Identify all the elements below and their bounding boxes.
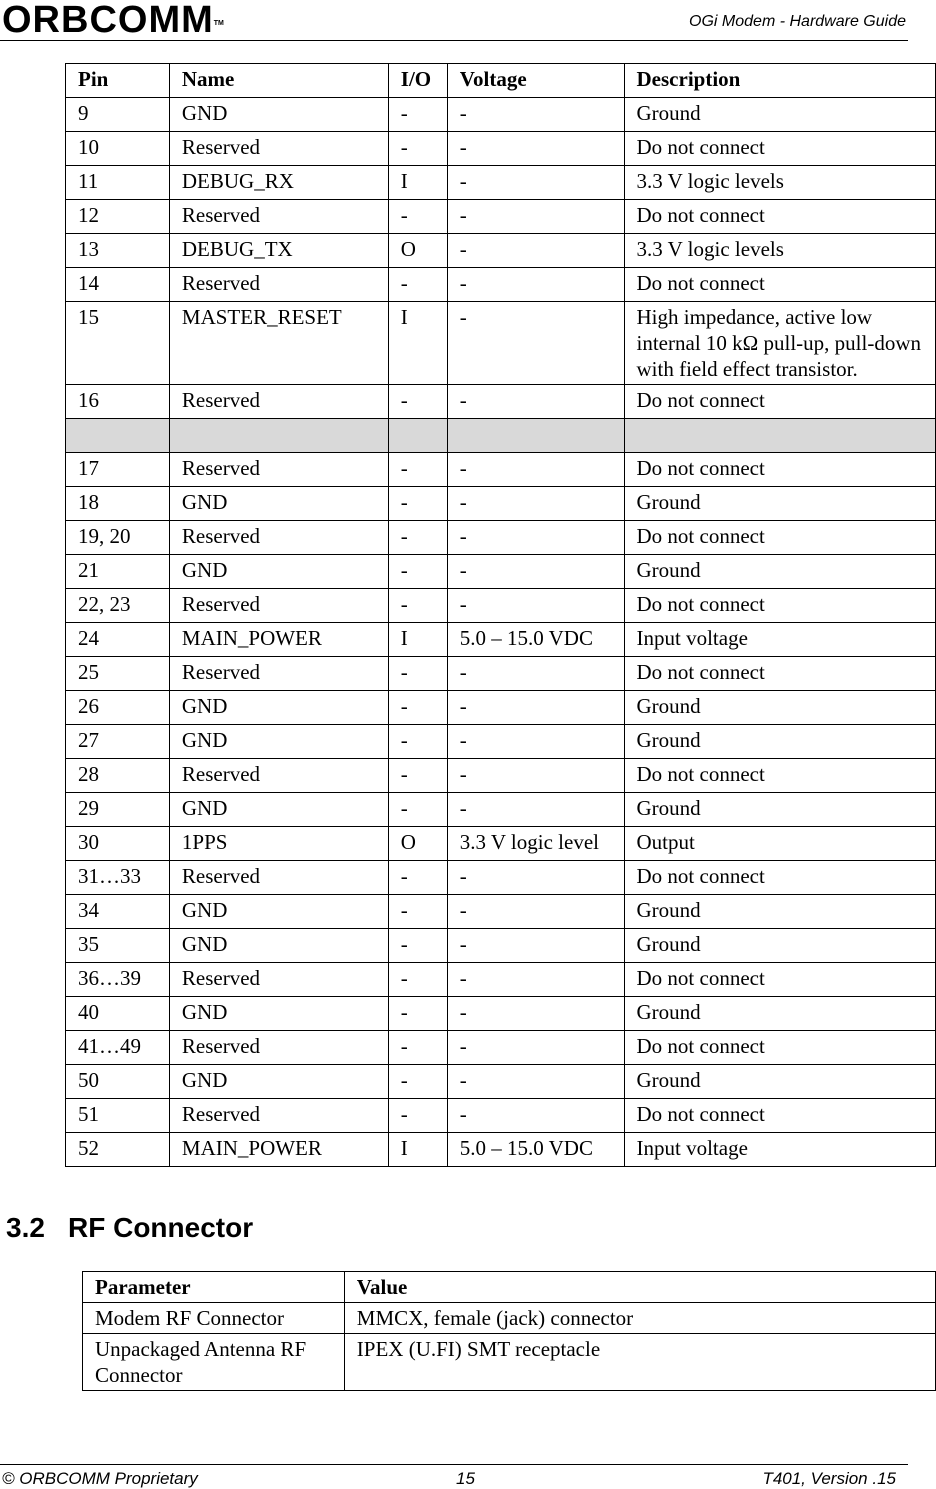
cell-description: Input voltage [624,1133,935,1167]
cell-io: - [388,1065,447,1099]
cell-pin: 26 [66,691,170,725]
cell-name: Reserved [169,1099,388,1133]
spacer-cell [169,419,388,453]
cell-voltage: - [447,963,624,997]
col-header-description: Description [624,64,935,98]
cell-description: Do not connect [624,521,935,555]
cell-name: GND [169,895,388,929]
cell-pin: 16 [66,385,170,419]
cell-description: Do not connect [624,200,935,234]
cell-name: MAIN_POWER [169,1133,388,1167]
table-row [83,1334,936,1391]
pin-table-header [66,64,936,98]
cell-voltage: - [447,1031,624,1065]
cell-pin: 25 [66,657,170,691]
cell-io: - [388,895,447,929]
table-row [66,302,936,385]
cell-parameter: Modem RF Connector [83,1303,345,1334]
cell-voltage: - [447,487,624,521]
cell-io: - [388,963,447,997]
cell-voltage: - [447,929,624,963]
cell-voltage: - [447,1065,624,1099]
cell-name: GND [169,1065,388,1099]
table-row [66,793,936,827]
cell-voltage: - [447,997,624,1031]
table-row [66,725,936,759]
cell-io: - [388,1031,447,1065]
table-row [66,268,936,302]
cell-value: IPEX (U.FI) SMT receptacle [344,1334,935,1391]
table-row [66,1133,936,1167]
page-header [0,0,908,41]
pin-table-body-top [66,98,936,419]
cell-voltage: - [447,521,624,555]
cell-io: I [388,302,447,385]
cell-voltage: - [447,759,624,793]
cell-description: Ground [624,555,935,589]
cell-voltage: - [447,98,624,132]
cell-pin: 31…33 [66,861,170,895]
cell-name: Reserved [169,453,388,487]
cell-name: Reserved [169,200,388,234]
page-footer [0,1464,908,1488]
document-title: OGi Modem - Hardware Guide [689,13,906,30]
cell-name: GND [169,691,388,725]
rf-table-header [83,1272,936,1303]
cell-description: Do not connect [624,268,935,302]
section-heading [6,1212,253,1244]
cell-voltage: - [447,793,624,827]
cell-name: Reserved [169,1031,388,1065]
cell-value: MMCX, female (jack) connector [344,1303,935,1334]
cell-pin: 14 [66,268,170,302]
table-row [66,929,936,963]
table-row [66,623,936,657]
table-row [66,234,936,268]
cell-description: Do not connect [624,1031,935,1065]
cell-io: - [388,759,447,793]
cell-io: - [388,487,447,521]
spacer-row [66,419,936,453]
cell-description: Ground [624,997,935,1031]
table-row [66,166,936,200]
cell-name: GND [169,725,388,759]
table-row [66,487,936,521]
table-row [66,555,936,589]
spacer-cell [624,419,935,453]
cell-io: I [388,623,447,657]
cell-pin: 15 [66,302,170,385]
col-header-value: Value [344,1272,935,1303]
cell-voltage: 5.0 – 15.0 VDC [447,1133,624,1167]
cell-pin: 27 [66,725,170,759]
cell-io: - [388,691,447,725]
cell-io: - [388,521,447,555]
cell-voltage: - [447,132,624,166]
cell-description: Ground [624,929,935,963]
cell-name: Reserved [169,385,388,419]
cell-pin: 50 [66,1065,170,1099]
cell-name: Reserved [169,521,388,555]
cell-voltage: - [447,589,624,623]
cell-name: GND [169,555,388,589]
cell-name: 1PPS [169,827,388,861]
table-row [66,200,936,234]
table-row [66,132,936,166]
cell-io: - [388,1099,447,1133]
cell-description: Do not connect [624,759,935,793]
cell-voltage: - [447,657,624,691]
cell-io: O [388,234,447,268]
table-row [66,1065,936,1099]
table-row [66,657,936,691]
cell-io: - [388,385,447,419]
cell-pin: 41…49 [66,1031,170,1065]
cell-name: GND [169,98,388,132]
orbcomm-logo [2,0,224,40]
cell-pin: 12 [66,200,170,234]
cell-name: Reserved [169,759,388,793]
cell-io: I [388,166,447,200]
table-row [66,1031,936,1065]
cell-voltage: - [447,725,624,759]
footer-version: T401, Version .15 [762,1469,896,1488]
cell-name: MAIN_POWER [169,623,388,657]
cell-io: - [388,861,447,895]
cell-pin: 19, 20 [66,521,170,555]
cell-voltage: 3.3 V logic level [447,827,624,861]
spacer-cell [388,419,447,453]
footer-copyright: © ORBCOMM Proprietary [2,1469,198,1488]
cell-description: Ground [624,1065,935,1099]
cell-pin: 35 [66,929,170,963]
cell-name: GND [169,997,388,1031]
cell-io: - [388,132,447,166]
cell-description: Ground [624,487,935,521]
cell-voltage: - [447,453,624,487]
cell-io: - [388,453,447,487]
cell-voltage: - [447,1099,624,1133]
table-row [66,521,936,555]
col-header-name: Name [169,64,388,98]
cell-io: - [388,589,447,623]
cell-name: DEBUG_RX [169,166,388,200]
col-header-pin: Pin [66,64,170,98]
cell-pin: 30 [66,827,170,861]
cell-description: Do not connect [624,589,935,623]
pin-table-spacer [66,419,936,453]
spacer-cell [447,419,624,453]
cell-voltage: - [447,234,624,268]
cell-io: - [388,997,447,1031]
cell-name: Reserved [169,963,388,997]
cell-pin: 24 [66,623,170,657]
cell-description: Ground [624,793,935,827]
cell-voltage: 5.0 – 15.0 VDC [447,623,624,657]
cell-description: Do not connect [624,1099,935,1133]
cell-description: Do not connect [624,385,935,419]
table-row [66,759,936,793]
pin-table [65,63,936,1167]
footer-page-number: 15 [456,1469,475,1488]
cell-io: I [388,1133,447,1167]
cell-description: 3.3 V logic levels [624,234,935,268]
cell-name: DEBUG_TX [169,234,388,268]
table-row [66,895,936,929]
cell-voltage: - [447,200,624,234]
cell-name: Reserved [169,132,388,166]
table-row [66,997,936,1031]
section-title: RF Connector [68,1212,254,1243]
cell-name: Reserved [169,657,388,691]
cell-pin: 17 [66,453,170,487]
cell-pin: 21 [66,555,170,589]
cell-pin: 13 [66,234,170,268]
cell-description: Do not connect [624,861,935,895]
table-row [66,861,936,895]
cell-description: Ground [624,895,935,929]
col-header-io: I/O [388,64,447,98]
cell-pin: 18 [66,487,170,521]
cell-voltage: - [447,302,624,385]
cell-description: Do not connect [624,963,935,997]
cell-description: Input voltage [624,623,935,657]
table-row [66,453,936,487]
cell-name: GND [169,487,388,521]
cell-io: - [388,268,447,302]
cell-voltage: - [447,691,624,725]
spacer-cell [66,419,170,453]
table-row [66,691,936,725]
pin-table-body-bottom [66,453,936,1167]
logo-text: ORBCOMM [2,0,214,41]
cell-description: Output [624,827,935,861]
cell-description: 3.3 V logic levels [624,166,935,200]
col-header-voltage: Voltage [447,64,624,98]
cell-voltage: - [447,555,624,589]
cell-name: GND [169,793,388,827]
cell-voltage: - [447,268,624,302]
table-row [66,1099,936,1133]
table-row [66,963,936,997]
cell-pin: 34 [66,895,170,929]
cell-name: Reserved [169,268,388,302]
table-row [66,589,936,623]
cell-pin: 11 [66,166,170,200]
table-row [83,1303,936,1334]
cell-voltage: - [447,861,624,895]
cell-parameter: Unpackaged Antenna RF Connector [83,1334,345,1391]
cell-io: - [388,929,447,963]
table-row [66,827,936,861]
cell-name: GND [169,929,388,963]
cell-name: Reserved [169,861,388,895]
table-row [66,385,936,419]
cell-description: Do not connect [624,132,935,166]
cell-io: - [388,98,447,132]
cell-pin: 22, 23 [66,589,170,623]
cell-voltage: - [447,895,624,929]
cell-pin: 52 [66,1133,170,1167]
rf-connector-table [82,1271,936,1391]
cell-description: High impedance, active low internal 10 kΩ pull-up, pull-down with field effect transistor. [624,302,935,385]
cell-description: Ground [624,98,935,132]
cell-voltage: - [447,385,624,419]
cell-pin: 10 [66,132,170,166]
cell-voltage: - [447,166,624,200]
cell-description: Do not connect [624,657,935,691]
rf-table-body [83,1303,936,1391]
table-row [66,98,936,132]
cell-description: Ground [624,725,935,759]
cell-io: - [388,657,447,691]
cell-io: O [388,827,447,861]
logo-trademark: TM [213,20,224,27]
cell-description: Do not connect [624,453,935,487]
cell-pin: 9 [66,98,170,132]
cell-io: - [388,555,447,589]
cell-pin: 36…39 [66,963,170,997]
col-header-parameter: Parameter [83,1272,345,1303]
cell-io: - [388,725,447,759]
cell-pin: 28 [66,759,170,793]
cell-io: - [388,793,447,827]
cell-pin: 29 [66,793,170,827]
cell-name: MASTER_RESET [169,302,388,385]
cell-pin: 40 [66,997,170,1031]
section-number: 3.2 [6,1212,45,1243]
cell-io: - [388,200,447,234]
cell-pin: 51 [66,1099,170,1133]
cell-description: Ground [624,691,935,725]
cell-name: Reserved [169,589,388,623]
